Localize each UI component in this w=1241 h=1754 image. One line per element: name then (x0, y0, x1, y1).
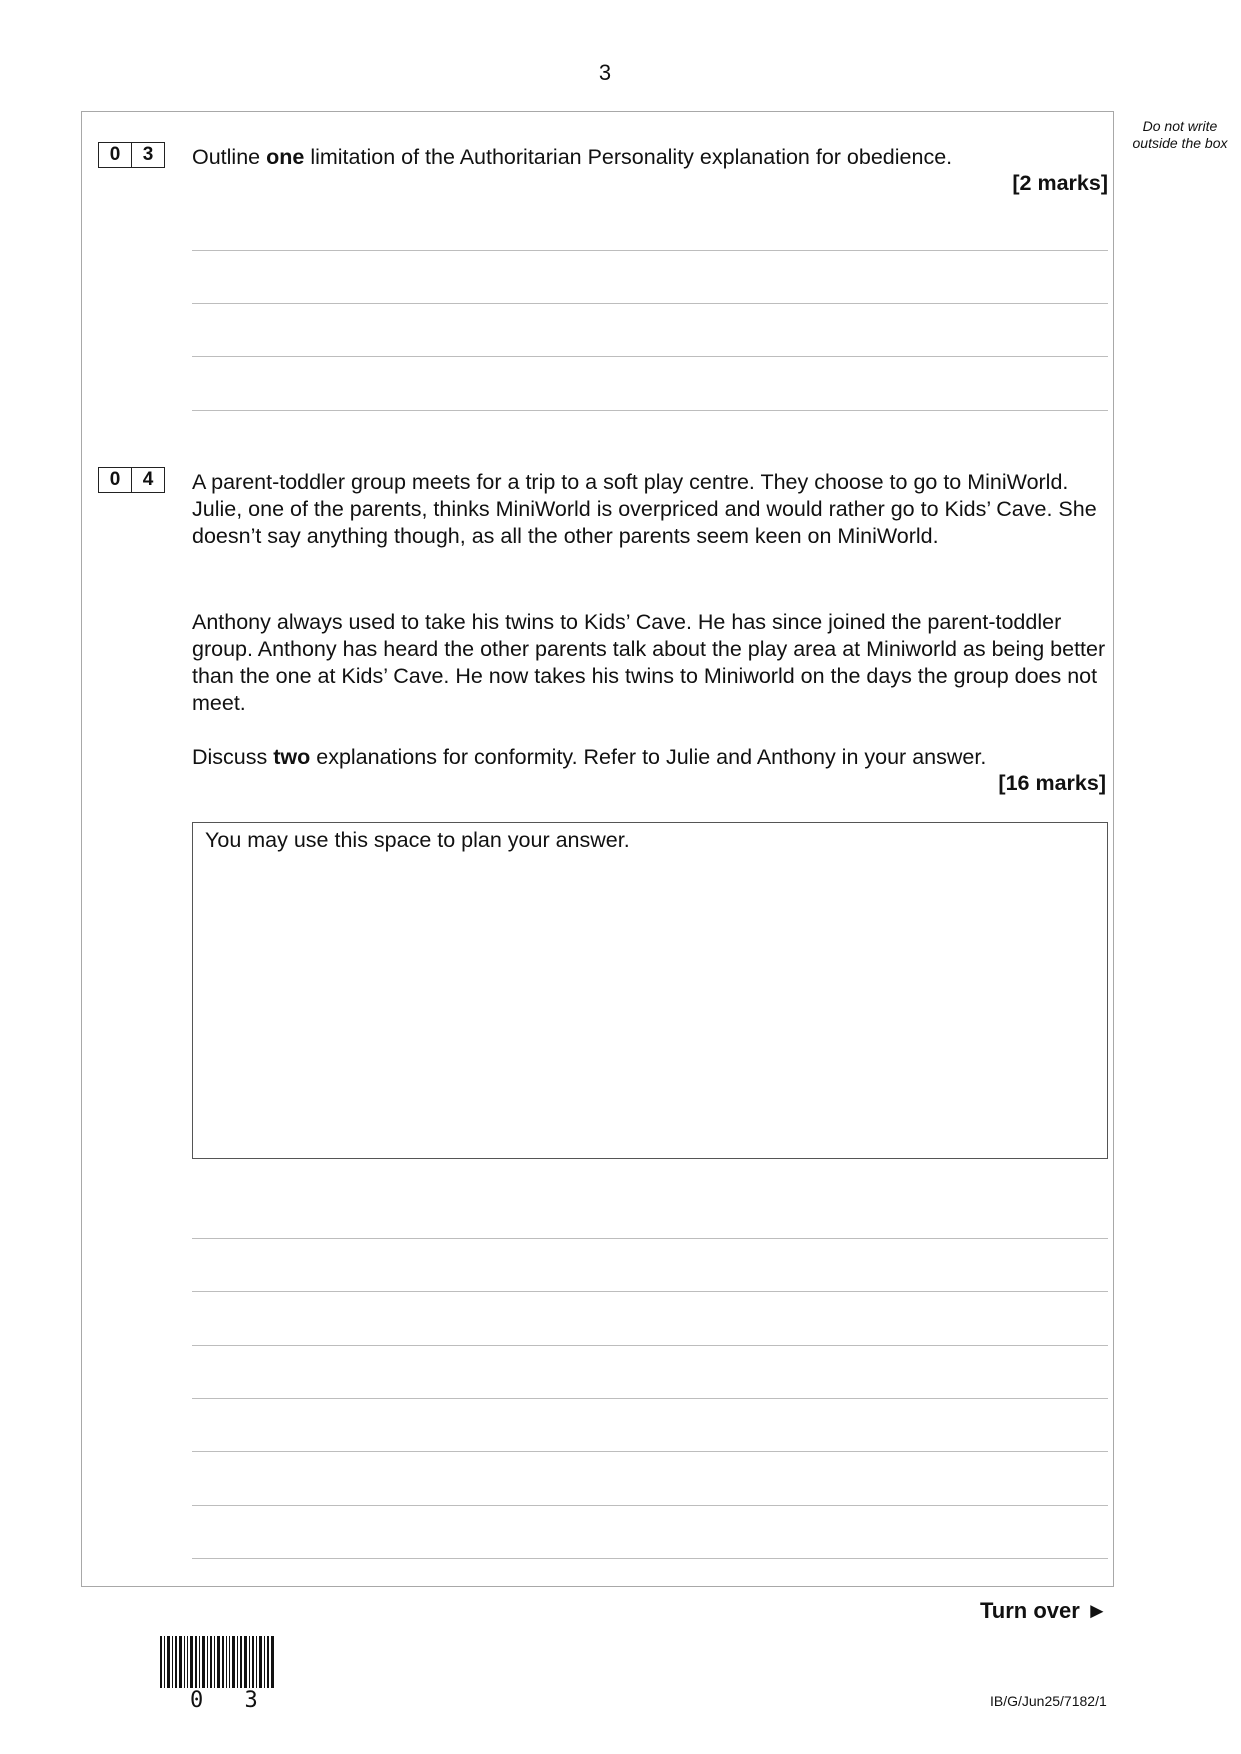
turn-over-label: Turn over ► (980, 1598, 1108, 1623)
answer-line[interactable] (192, 1398, 1108, 1399)
question-digit: 4 (131, 468, 164, 492)
barcode-icon (160, 1636, 275, 1688)
question-digit: 0 (109, 469, 121, 490)
answer-line[interactable] (192, 1238, 1108, 1239)
question-digit: 3 (131, 143, 164, 167)
question-03-marks: [2 marks] (1012, 171, 1108, 195)
planning-box-label: You may use this space to plan your answer. (205, 828, 630, 852)
answer-line[interactable] (192, 356, 1108, 357)
answer-line[interactable] (192, 1505, 1108, 1506)
barcode-digits: 0 3 (190, 1688, 272, 1713)
emphasis-one: one (266, 145, 305, 169)
question-04-scenario-julie: A parent-toddler group meets for a trip to a soft play centre. They choose to go to MiniWorld. Julie, one of the parents, thinks MiniWorld is overpriced and would rather go to Kids’ Cave. She doesn’t say anything though, as all the other parents seem keen on MiniWorld. (192, 470, 1097, 548)
question-04-marks: [16 marks] (998, 771, 1106, 795)
answer-line[interactable] (192, 1291, 1108, 1292)
question-03-text: Outline one limitation of the Authoritarian Personality explanation for obedience. (192, 145, 953, 169)
answer-line[interactable] (192, 410, 1108, 411)
answer-line[interactable] (192, 1558, 1108, 1559)
question-04-scenario-anthony: Anthony always used to take his twins to Kids’ Cave. He has since joined the parent-toddler group. Anthony has heard the other parents talk about the play area at Miniworld as being better than the one at Kids’ Cave. He now takes his twins to Miniworld on the days the group does not meet. (192, 610, 1106, 715)
answer-line[interactable] (192, 1345, 1108, 1346)
question-digit: 0 (109, 144, 121, 165)
question-number-04 (98, 467, 165, 493)
question-number-03 (98, 142, 165, 168)
question-04-instruction: Discuss two explanations for conformity. Refer to Julie and Anthony in your answer. (192, 745, 987, 769)
page-number: 3 (598, 60, 612, 85)
answer-line[interactable] (192, 250, 1108, 251)
emphasis-two: two (273, 745, 311, 769)
planning-box[interactable] (192, 822, 1108, 1159)
paper-code: IB/G/Jun25/7182/1 (990, 1693, 1107, 1709)
answer-line[interactable] (192, 1451, 1108, 1452)
margin-note: Do not write outside the box (1132, 118, 1228, 151)
answer-line[interactable] (192, 303, 1108, 304)
